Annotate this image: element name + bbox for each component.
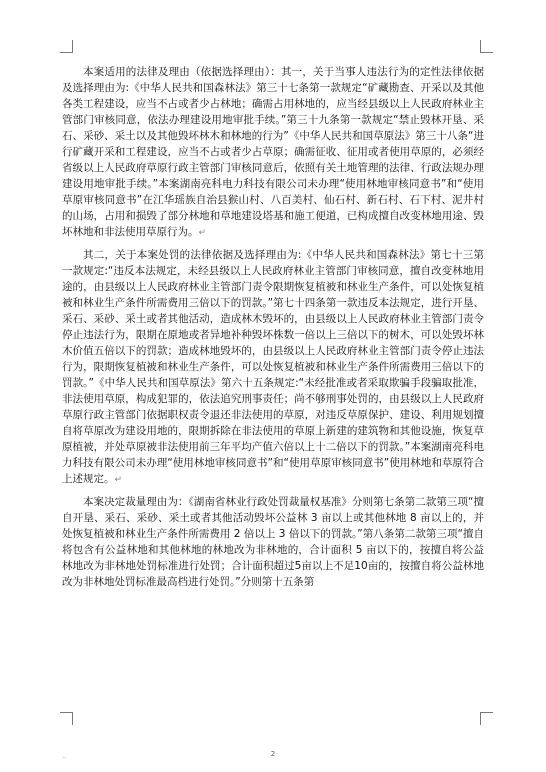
page-number: 2	[270, 750, 276, 758]
crop-mark-bottom-left	[60, 712, 73, 725]
paragraph-discretion-basis	[62, 494, 484, 590]
paragraph-text: 其二，关于本案处罚的法律依据及选择理由为:《中华人民共和国森林法》第七十三第一款规定:“违反本法规定，未经县级以上人民政府林业主管部门审核同意，擅自改变林地用途的，由县级以上人民政府林业主管部门责令限期恢复植被和林业生产条件，可以处恢复植被和林业生产条件所需费用三倍以下的罚款。”第七十四条第一款违反本法规定，进行开垦、采石、采砂、采土或者其他活动，造成林木毁坏的，由县级以上人民政府林业主管部门责令停止违法行为，限期在原地或者异地补种毁坏株数一倍以上三倍以下的树木，可以处毁坏林木价值五倍以下的罚款；造成林地毁坏的，由县级以上人民政府林业主管部门责令停止违法行为，限期恢复植被和林业生产条件，可以处恢复植被和林业生产条件所需费用三倍以下的罚款。”《中华人民共和国草原法》第六十五条规定:“未经批准或者采取欺骗手段骗取批准，非法使用草原，构成犯罪的，依法追究刑事责任；尚不够刑事处罚的，由县级以上人民政府草原行政主管部门依据职权责令退还非法使用的草原，对违反草原保护、建设、利用规划擅自将草原改为建设用地的，限期拆除在非法使用的草原上新建的建筑物和其他设施，恢复草原植被，并处草原被非法使用前三年平均产值六倍以上十二倍以下的罚款。”本案湖南亮科电力科技有限公司未办理“使用林地审核同意书”和“使用草原审核同意书”使用林地和草原符合上述规定。	[62, 249, 484, 485]
paragraph-penalty-basis	[62, 247, 484, 488]
paragraph-text: 本案适用的法律及理由（依据选择理由）：其一，关于当事人违法行为的定性法律依据及选择理由为:《中华人民共和国森林法》第三十七条第一款规定“矿藏勘查、开采以及其他各类工程建设，应当不占或者少占林地；确需占用林地的，应当经县级以上人民政府林业主管部门审核同意，依法办理建设用地审批手续。”第三十九条第一款规定“禁止毁林开垦、采石、采砂、采土以及其他毁坏林木和林地的行为”《中华人民共和国草原法》第三十八条“进行矿藏开采和工程建设，应当不占或者少占草原；确需征收、征用或者使用草原的，必须经省级以上人民政府草原行政主管部门审核同意后，依照有关土地管理的法律、行政法规办理建设用地审批手续。”本案湖南亮科电力科技有限公司未办理“使用林地审核同意书”和“使用草原审核同意书”在江华瑶族自治县猴山村、八百美村、仙石村、新石村、石下村、泥井村的山场，占用和损毁了部分林地和草地建设塔基和施工便道，已构成擅自改变林地用途、毁坏林地和非法使用草原行为。	[62, 66, 484, 238]
paragraph-legal-basis	[62, 64, 484, 241]
document-body[interactable]	[62, 64, 484, 596]
paragraph-mark-icon: ↵	[198, 228, 207, 238]
crop-mark-bottom-right	[480, 712, 493, 725]
paragraph-text: 本案决定裁量理由为：《湖南省林业行政处罚裁量权基准》分则第七条第二款第三项“擅自开垦、采石、采砂、采土或者其他活动毁坏公益林 3 亩以上或其他林地 8 亩以上的，并处恢复植被和林业生产条件所需费用 2 倍以上 3 倍以下的罚款。”第八条第二款第三项“擅自将包含有公益林地和其他林地的林地改为非林地的，合计面积 5 亩以下的，按擅自将公益林地改为非林地处罚标准进行处罚；合计面积超过5亩以上不足10亩的，按擅自将公益林地改为非林地处罚标准最高档进行处罚。”分则第十五条第	[62, 496, 484, 588]
crop-mark-top-right	[480, 40, 493, 53]
paragraph-mark-icon: ↵	[114, 475, 123, 485]
crop-mark-top-left	[60, 40, 73, 53]
footer-mark: ..	[62, 752, 67, 760]
